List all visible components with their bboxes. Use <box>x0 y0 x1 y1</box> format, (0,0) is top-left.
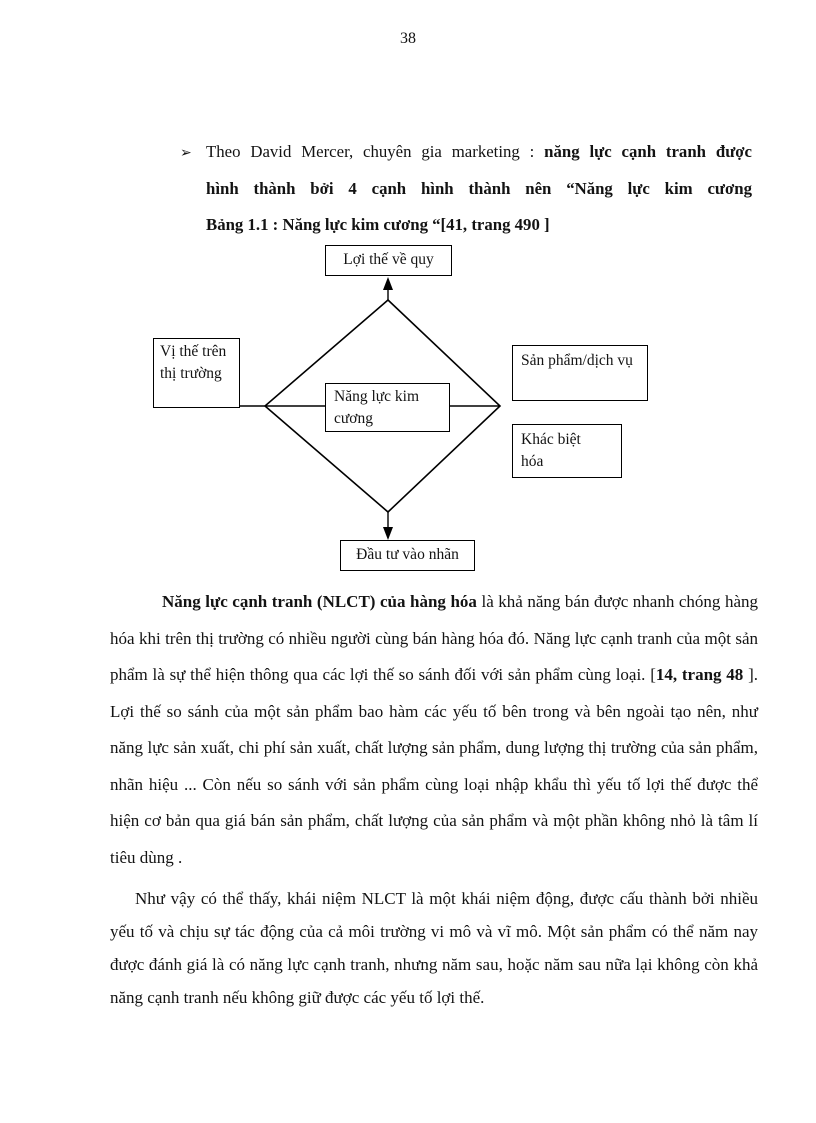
bullet-line-2 <box>206 171 752 208</box>
diamond-diagram <box>0 245 816 577</box>
paragraph-nlct-dynamic <box>110 882 758 1014</box>
p1-bold-lead: Năng lực cạnh tranh (NLCT) của hàng hóa <box>162 592 477 611</box>
bullet-line1-normal: Theo David Mercer, chuyên gia marketing : <box>206 142 545 161</box>
p1-text-b: ]. Lợi thế so sánh của một sản phẩm bao hàm các yếu tố bên trong và bên ngoài tạo nên, như năng lực sản xuất, chi phí sản xuất, chất lượng sản phẩm, dung lượng thị trường của sản phẩm, nhãn hiệu ... Còn nếu so sánh với sản phẩm cùng loại nhập khẩu thì yếu tố lợi thế được thể hiện cơ bản qua giá bán sản phẩm, chất lượng của sản phẩm và một phần không nhỏ là tâm lí tiêu dùng . <box>110 665 758 867</box>
diagram-box-loi-the-ve-quy: Lợi thế về quy <box>325 245 452 276</box>
up-arrow-head-icon <box>383 277 393 290</box>
bullet-paragraph <box>180 134 752 244</box>
diagram-box-khac-biet-hoa: Khác biệt hóa <box>512 424 622 478</box>
diagram-box-nang-luc-kim-cuong: Năng lực kim cương <box>325 383 450 432</box>
bullet-line-3 <box>206 207 752 244</box>
diagram-box-dau-tu-vao-nhan: Đầu tư vào nhãn <box>340 540 475 571</box>
p2-text: Như vậy có thể thấy, khái niệm NLCT là một khái niệm động, được cấu thành bởi nhiều yếu tố và chịu sự tác động của cả môi trường vi mô và vĩ mô. Một sản phẩm có thể năm nay được đánh giá là có năng lực cạnh tranh, nhưng năm sau, hoặc năm sau nữa lại không còn khả năng cạnh tranh nếu không giữ được các yếu tố lợi thế. <box>110 889 758 1007</box>
diagram-box-vi-the-tren-thi-truong: Vị thế trên thị trường <box>153 338 240 408</box>
body-text <box>110 584 758 1014</box>
diagram-box-san-pham-dich-vu: Sản phẩm/dịch vụ <box>512 345 648 401</box>
paragraph-nlct-definition <box>110 584 758 876</box>
bullet-line2-bold: hình thành bởi 4 cạnh hình thành nên “Năng lực kim cương <box>206 178 752 198</box>
down-arrow-head-icon <box>383 527 393 540</box>
p1-text-a: là khả năng bán được nhanh chóng hàng hóa khi trên thị trường có nhiều người cùng bán hàng hóa đó. Năng lực cạnh tranh của một sản phẩm là sự thể hiện thông qua các lợi thế so sánh đối với sản phẩm cùng loại. [ <box>110 592 758 684</box>
bullet-line1-bold: năng lực cạnh tranh được <box>544 142 752 161</box>
page-number: 38 <box>400 30 416 47</box>
p1-citation-bold: 14, trang 48 <box>655 665 744 684</box>
bullet-text <box>206 134 752 244</box>
bullet-line3-bold: Bảng 1.1 : Năng lực kim cương “[41, trang 490 ] <box>206 215 550 234</box>
bullet-arrow-icon: ➢ <box>180 145 192 161</box>
bullet-line-1 <box>206 134 752 171</box>
